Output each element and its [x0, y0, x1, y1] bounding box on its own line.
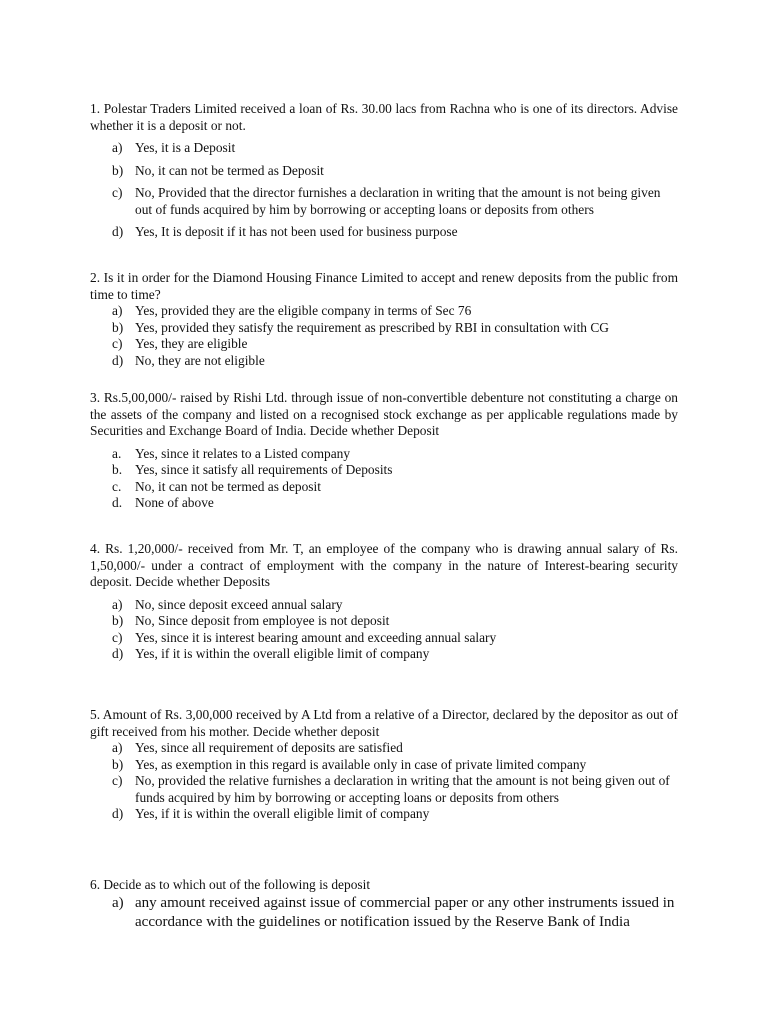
- question-6: [90, 877, 678, 932]
- option-text: Yes, since all requirement of deposits are satisfied: [135, 740, 403, 755]
- option-text: No, it can not be termed as deposit: [135, 478, 321, 494]
- option-text: Yes, it is a Deposit: [135, 140, 236, 155]
- option-text: Yes, since it is interest bearing amount and exceeding annual salary: [135, 629, 497, 645]
- option-label: a): [112, 303, 123, 318]
- question-5: [90, 707, 678, 823]
- question-3-options: [90, 446, 678, 512]
- option-2a: [90, 303, 678, 320]
- option-text: Yes, provided they are the eligible company in terms of Sec 76: [135, 303, 472, 318]
- option-text: Yes, as exemption in this regard is available only in case of private limited company: [135, 756, 587, 772]
- option-5c: [90, 773, 678, 806]
- option-label: c.: [112, 478, 122, 494]
- option-label: a): [112, 894, 124, 911]
- option-text: No, they are not eligible: [135, 352, 265, 368]
- question-4-stem: 4. Rs. 1,20,000/- received from Mr. T, an employee of the company who is drawing annual salary of Rs. 1,50,000/- under a contract of employment with the company in the nature of Interest-bearing security deposit. Decide whether Deposits: [90, 541, 678, 589]
- question-2-options: [90, 303, 678, 369]
- option-text: any amount received against issue of commercial paper or any other instruments issued in accordance with the guidelines or notification issued by the Reserve Bank of India: [135, 894, 675, 930]
- option-text: Yes, they are eligible: [135, 336, 248, 351]
- question-2: [90, 270, 678, 369]
- option-label: b.: [112, 462, 123, 477]
- option-label: b): [112, 756, 124, 772]
- option-4d: [90, 646, 678, 663]
- option-4b: [90, 613, 678, 630]
- option-2d: [90, 353, 678, 370]
- option-label: b): [112, 613, 124, 628]
- option-2b: [90, 320, 678, 337]
- option-text: Yes, if it is within the overall eligible limit of company: [135, 646, 430, 661]
- option-2c: [90, 336, 678, 353]
- option-text: None of above: [135, 495, 214, 510]
- option-label: c): [112, 629, 123, 645]
- question-5-options: [90, 740, 678, 823]
- option-label: a): [112, 740, 123, 755]
- option-4c: [90, 630, 678, 647]
- option-text: Yes, since it satisfy all requirements of Deposits: [135, 462, 393, 477]
- option-1b: [90, 163, 678, 180]
- option-text: No, since deposit exceed annual salary: [135, 596, 343, 612]
- option-3d: [90, 495, 678, 512]
- question-4: [90, 541, 678, 663]
- option-1a: [90, 140, 678, 157]
- option-label: a.: [112, 445, 122, 461]
- question-3-stem: 3. Rs.5,00,000/- raised by Rishi Ltd. through issue of non-convertible debenture not constituting a charge on the assets of the company and listed on a recognised stock exchange as per applicable regulations made by Securities and Exchange Board of India. Decide whether Deposit: [90, 390, 678, 438]
- option-label: d): [112, 646, 124, 661]
- option-5a: [90, 740, 678, 757]
- option-text: No, Since deposit from employee is not deposit: [135, 613, 390, 628]
- option-text: No, Provided that the director furnishes a declaration in writing that the amount is not being given out of funds acquired by him by borrowing or accepting loans or deposits from others: [135, 185, 661, 217]
- option-text: Yes, since it relates to a Listed company: [135, 445, 351, 461]
- option-6a: [90, 894, 678, 932]
- option-text: No, provided the relative furnishes a declaration in writing that the amount is not being given out of funds acquired by him by borrowing or accepting loans or deposits from others: [135, 773, 670, 805]
- question-3: [90, 390, 678, 512]
- option-label: b): [112, 319, 124, 335]
- question-6-options: [90, 894, 678, 932]
- option-3a: [90, 446, 678, 463]
- option-label: c): [112, 185, 123, 200]
- option-1d: [90, 224, 678, 241]
- option-label: d): [112, 224, 124, 239]
- option-5b: [90, 757, 678, 774]
- option-4a: [90, 597, 678, 614]
- option-1c: [90, 185, 678, 218]
- option-label: c): [112, 336, 123, 351]
- question-1-options: [90, 140, 678, 241]
- option-label: d.: [112, 495, 123, 510]
- option-5d: [90, 806, 678, 823]
- option-label: c): [112, 773, 123, 788]
- question-4-options: [90, 597, 678, 663]
- option-text: Yes, It is deposit if it has not been used for business purpose: [135, 224, 458, 239]
- option-label: a): [112, 596, 123, 612]
- question-2-stem: 2. Is it in order for the Diamond Housing Finance Limited to accept and renew deposits from the public from time to time?: [90, 270, 678, 302]
- question-5-stem: 5. Amount of Rs. 3,00,000 received by A Ltd from a relative of a Director, declared by the depositor as out of gift received from his mother. Decide whether deposit: [90, 707, 678, 739]
- option-label: a): [112, 140, 123, 155]
- question-1: [90, 101, 678, 247]
- option-3c: [90, 479, 678, 496]
- question-6-stem: 6. Decide as to which out of the following is deposit: [90, 877, 371, 892]
- question-1-stem: 1. Polestar Traders Limited received a loan of Rs. 30.00 lacs from Rachna who is one of its directors. Advise whether it is a deposit or not.: [90, 101, 678, 133]
- option-text: No, it can not be termed as Deposit: [135, 162, 324, 178]
- option-text: Yes, provided they satisfy the requirement as prescribed by RBI in consultation with CG: [135, 319, 609, 335]
- option-text: Yes, if it is within the overall eligible limit of company: [135, 806, 430, 821]
- option-label: d): [112, 806, 124, 821]
- option-3b: [90, 462, 678, 479]
- option-label: d): [112, 352, 124, 368]
- option-label: b): [112, 162, 124, 178]
